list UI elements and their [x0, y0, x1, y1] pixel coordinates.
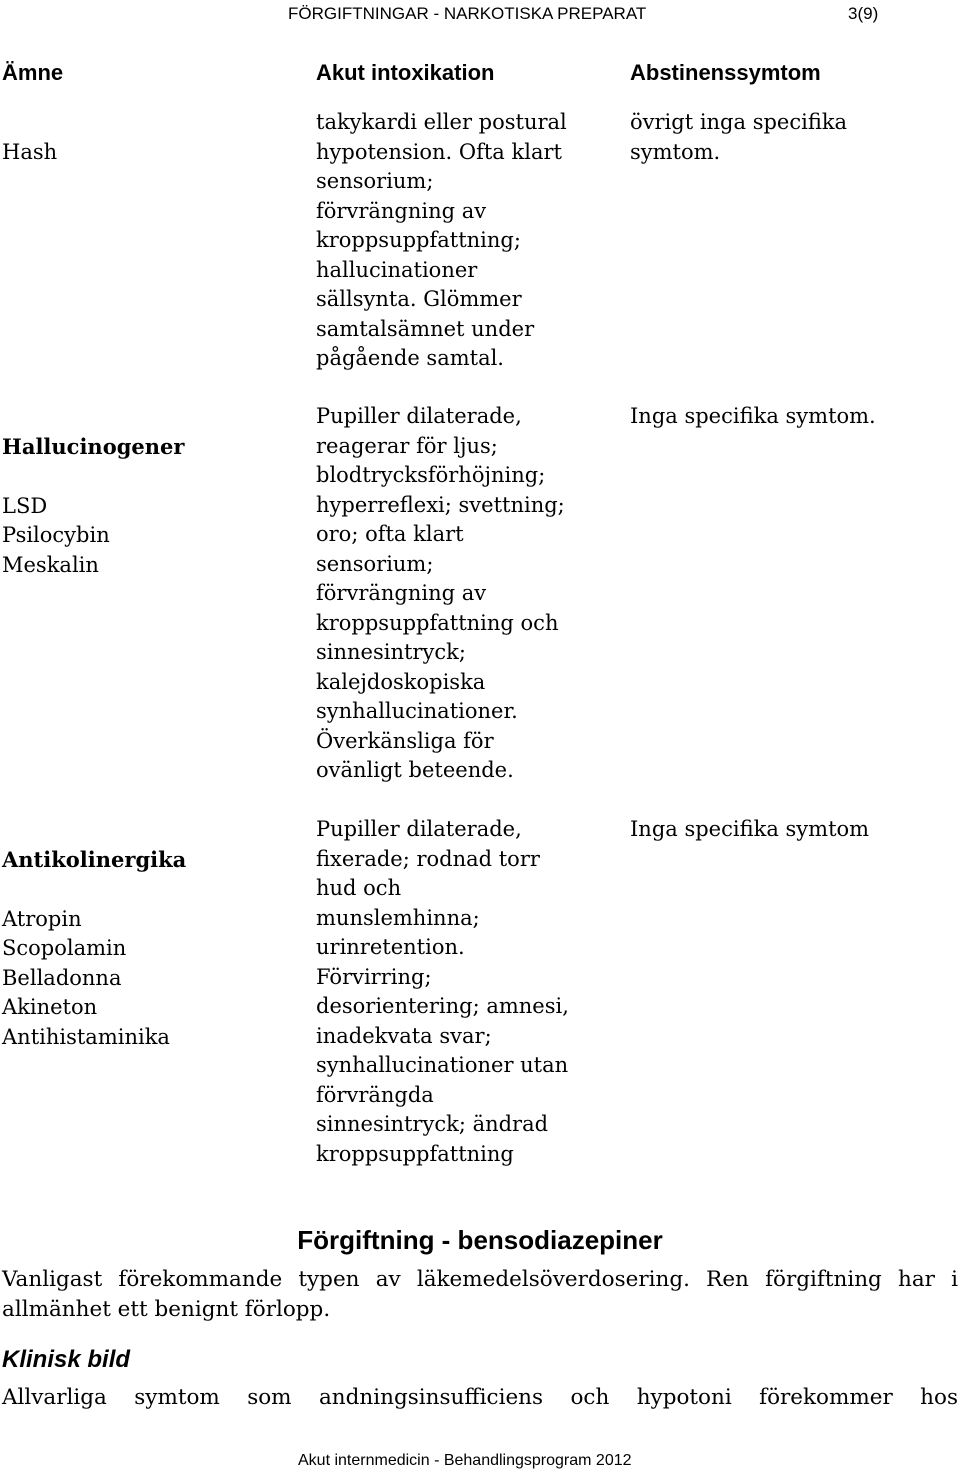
table-row-substance: [2, 402, 312, 580]
column-header-substance: Ämne: [2, 60, 64, 85]
clinical-paragraph: Allvarliga symtom som andningsinsufficiens och hypotoni förekommer hos: [2, 1385, 958, 1410]
substance-group-name: Hallucinogener: [2, 433, 185, 459]
substance-list: Atropin Scopolamin Belladonna Akineton Antihistaminika: [2, 906, 170, 1049]
table-row-substance: [2, 108, 312, 167]
table-cell-acute: takykardi eller postural hypotension. Ofta klart sensorium; förvrängning av kroppsuppfattning; hallucinationer sällsynta. Glömmer samtalsämnet under pågående samtal.: [316, 110, 567, 370]
table-cell-acute: Pupiller dilaterade, fixerade; rodnad torr hud och munslemhinna; urinretention. Förvirring; desorientering; amnesi, inadekvata svar; synhallucinationer utan förvrängda sinnesintryck; ändrad kroppsuppfattning: [316, 817, 569, 1166]
substance-name: Hash: [2, 139, 58, 164]
column-header-abstinence: Abstinenssymtom: [630, 60, 821, 85]
substance-group-name: Antikolinergika: [2, 846, 187, 872]
subheading: Klinisk bild: [2, 1346, 131, 1373]
column-header-acute: Akut intoxikation: [316, 60, 495, 85]
substance-list: LSD Psilocybin Meskalin: [2, 493, 110, 577]
table-row-substance: [2, 815, 312, 1052]
section-title: Förgiftning - bensodiazepiner: [297, 1225, 663, 1255]
table-cell-abstinence: övrigt inga specifika symtom.: [630, 110, 848, 164]
intro-paragraph: Vanligast förekommande typen av läkemedelsöverdosering. Ren förgiftning har i allmänhet ett benignt förlopp.: [2, 1267, 958, 1322]
table-cell-acute: Pupiller dilaterade, reagerar för ljus; blodtrycksförhöjning; hyperreflexi; svettning; oro; ofta klart sensorium; förvrängning av kroppsuppfattning och sinnesintryck; kalejdoskopiska synhallucinationer. Överkänsliga för ovänligt beteende.: [316, 404, 565, 782]
running-header-title: FÖRGIFTNINGAR - NARKOTISKA PREPARAT: [288, 4, 647, 23]
table-cell-abstinence: Inga specifika symtom: [630, 817, 870, 841]
table-cell-abstinence: Inga specifika symtom.: [630, 404, 876, 428]
page-footer: Akut internmedicin - Behandlingsprogram 2012: [298, 1452, 632, 1469]
page-number: 3(9): [848, 4, 879, 23]
